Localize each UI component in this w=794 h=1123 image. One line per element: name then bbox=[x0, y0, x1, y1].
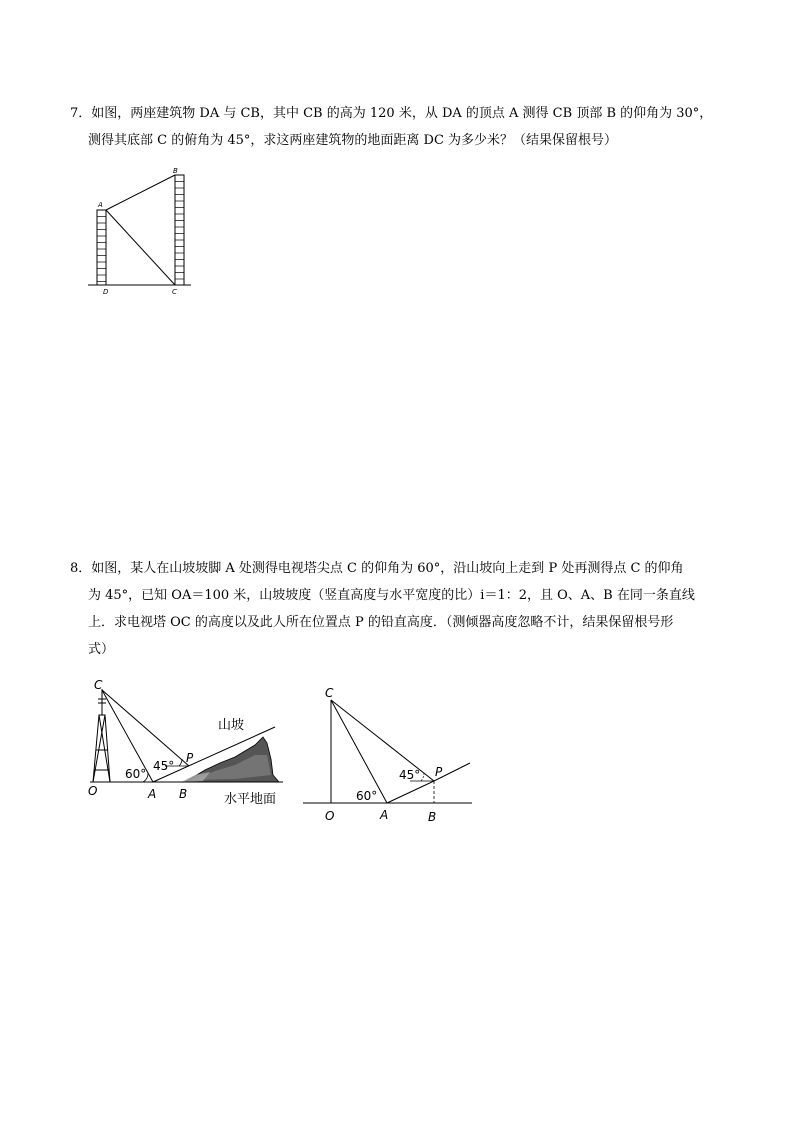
slope-ap bbox=[387, 781, 434, 803]
label-a: A bbox=[98, 201, 103, 209]
question-8-figure-2 bbox=[300, 685, 480, 825]
label-o: O bbox=[88, 784, 98, 798]
question-7-line-1: 7．如图，两座建筑物 DA 与 CB，其中 CB 的高为 120 米，从 DA 的顶点 A 测得 CB 顶部 B 的仰角为 30°， bbox=[70, 106, 713, 121]
ground-label: 水平地面 bbox=[224, 792, 277, 807]
tower-icon bbox=[93, 689, 110, 782]
label-c: C bbox=[172, 288, 177, 296]
question-8-figure-1 bbox=[85, 675, 290, 810]
label-p: P bbox=[435, 765, 443, 779]
question-7 bbox=[70, 100, 730, 154]
label-b: B bbox=[428, 810, 437, 824]
question-7-line-2: 测得其底部 C 的俯角为 45°，求这两座建筑物的地面距离 DC 为多少米？（结果保留根号） bbox=[88, 133, 618, 148]
sight-line-pc bbox=[102, 690, 189, 766]
question-8-line-4: 式） bbox=[88, 642, 115, 657]
angle-45-label: 45° bbox=[399, 768, 421, 782]
slope-label: 山坡 bbox=[218, 718, 245, 733]
angle-45-label: 45° bbox=[153, 759, 175, 773]
label-c: C bbox=[94, 678, 103, 692]
angle-60-label: 60° bbox=[125, 767, 147, 781]
label-d: D bbox=[103, 288, 109, 296]
label-p: P bbox=[186, 751, 194, 765]
question-8-line-3: 上．求电视塔 OC 的高度以及此人所在位置点 P 的铅直高度．（测倾器高度忽略不计，结果保留根号形 bbox=[88, 615, 674, 630]
sight-line-ab bbox=[106, 175, 175, 210]
sight-line-ac bbox=[106, 210, 175, 285]
question-8-line-2: 为 45°，已知 OA＝100 米，山坡坡度（竖直高度与水平宽度的比）i＝1：2，且 O、A、B 在同一条直线 bbox=[88, 588, 695, 603]
question-8-line-1: 8．如图，某人在山坡坡脚 A 处测得电视塔尖点 C 的仰角为 60°，沿山坡向上走到 P 处再测得点 C 的仰角 bbox=[70, 561, 684, 576]
label-a: A bbox=[148, 787, 157, 801]
label-b: B bbox=[179, 787, 188, 801]
building-da bbox=[97, 210, 106, 285]
label-c: C bbox=[325, 686, 334, 700]
building-cb bbox=[175, 175, 184, 285]
line-ac bbox=[331, 700, 387, 803]
label-b: B bbox=[173, 167, 178, 175]
angle-60-label: 60° bbox=[356, 789, 378, 803]
label-o: O bbox=[325, 809, 335, 823]
question-8 bbox=[70, 555, 730, 663]
question-7-figure bbox=[88, 165, 198, 300]
label-a: A bbox=[380, 808, 389, 822]
